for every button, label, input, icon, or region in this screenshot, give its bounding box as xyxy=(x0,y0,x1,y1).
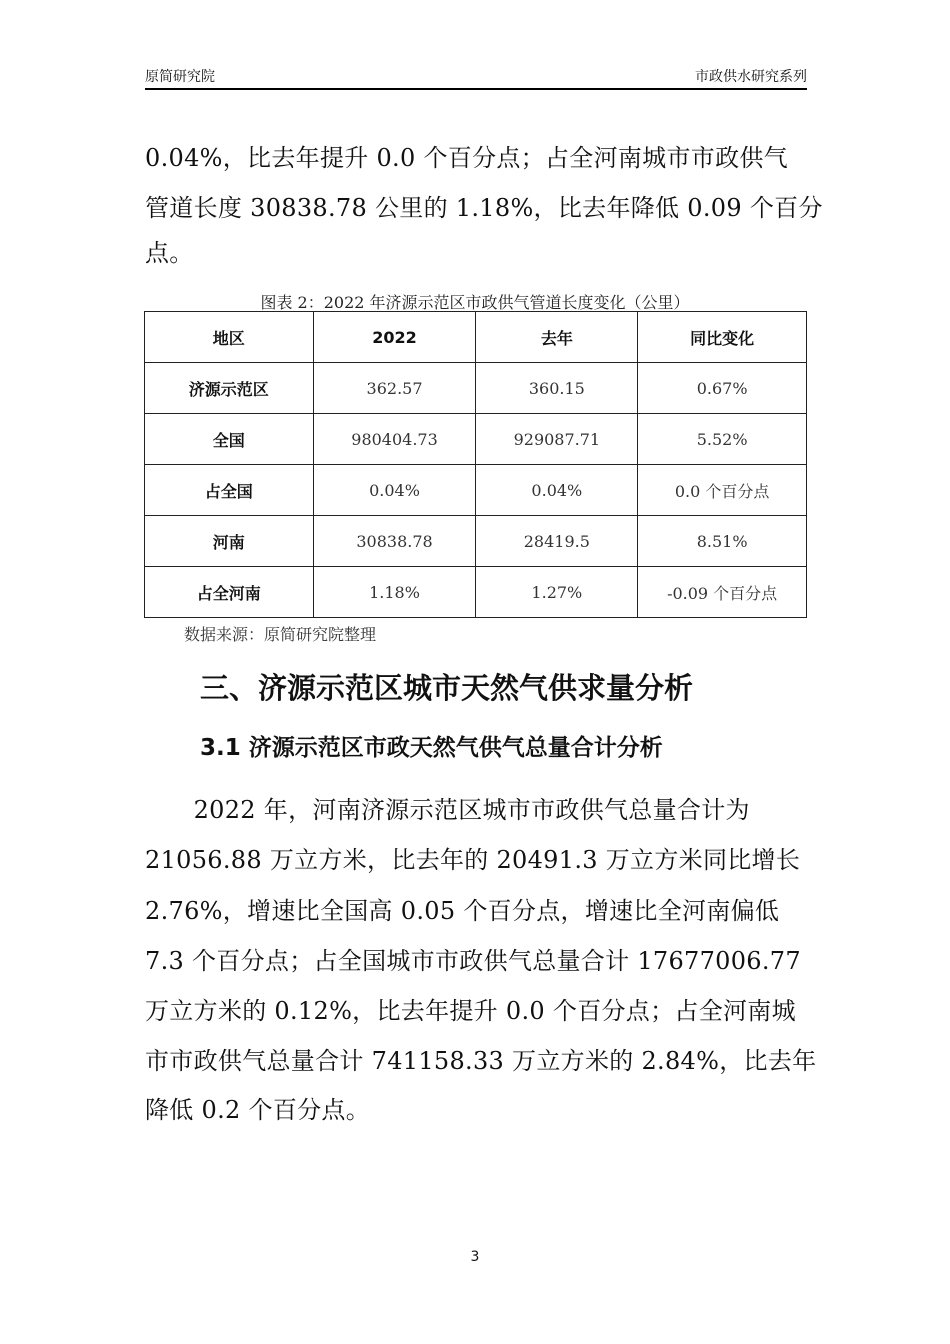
cell: 1.27% xyxy=(476,567,638,618)
header-cell: 去年 xyxy=(476,312,638,363)
row-label: 全国 xyxy=(145,414,314,465)
paragraph-line: 2022 年，河南济源示范区城市市政供气总量合计为 xyxy=(145,796,750,824)
cell: 0.0 个百分点 xyxy=(638,465,807,516)
cell: 362.57 xyxy=(313,363,476,414)
data-table xyxy=(144,311,807,618)
page-number: 3 xyxy=(470,1249,480,1265)
row-label: 济源示范区 xyxy=(145,363,314,414)
table-row xyxy=(145,516,807,567)
page-header xyxy=(145,66,807,90)
header-right: 市政供水研究系列 xyxy=(695,69,807,85)
cell: 0.04% xyxy=(313,465,476,516)
paragraph-line: 降低 0.2 个百分点。 xyxy=(145,1096,371,1124)
cell: 5.52% xyxy=(638,414,807,465)
paragraph-line: 万立方米的 0.12%，比去年提升 0.0 个百分点；占全河南城 xyxy=(145,997,796,1025)
cell: 1.18% xyxy=(313,567,476,618)
header-cell: 地区 xyxy=(145,312,314,363)
table-row xyxy=(145,465,807,516)
header-cell: 2022 xyxy=(313,312,476,363)
cell: 929087.71 xyxy=(476,414,638,465)
paragraph-line: 管道长度 30838.78 公里的 1.18%，比去年降低 0.09 个百分 xyxy=(145,194,823,222)
table-row xyxy=(145,363,807,414)
table-row xyxy=(145,567,807,618)
cell: 30838.78 xyxy=(313,516,476,567)
paragraph-line: 市市政供气总量合计 741158.33 万立方米的 2.84%，比去年 xyxy=(145,1047,817,1075)
cell: 360.15 xyxy=(476,363,638,414)
row-label: 占全河南 xyxy=(145,567,314,618)
table-caption: 图表 2：2022 年济源示范区市政供气管道长度变化（公里） xyxy=(260,293,690,312)
header-cell: 同比变化 xyxy=(638,312,807,363)
cell: -0.09 个百分点 xyxy=(638,567,807,618)
cell: 8.51% xyxy=(638,516,807,567)
header-left: 原简研究院 xyxy=(145,69,215,85)
table-header-row xyxy=(145,312,807,363)
section-title: 三、济源示范区城市天然气供求量分析 xyxy=(200,671,694,705)
cell: 28419.5 xyxy=(476,516,638,567)
paragraph-line: 7.3 个百分点；占全国城市市政供气总量合计 17677006.77 xyxy=(145,947,801,975)
paragraph-line: 21056.88 万立方米，比去年的 20491.3 万立方米同比增长 xyxy=(145,846,801,874)
cell: 0.67% xyxy=(638,363,807,414)
paragraph-line: 2.76%，增速比全国高 0.05 个百分点，增速比全河南偏低 xyxy=(145,897,780,925)
table-source: 数据来源：原简研究院整理 xyxy=(184,625,377,644)
row-label: 河南 xyxy=(145,516,314,567)
table-row xyxy=(145,414,807,465)
paragraph-line: 0.04%，比去年提升 0.0 个百分点；占全河南城市市政供气 xyxy=(145,144,788,172)
cell: 980404.73 xyxy=(313,414,476,465)
row-label: 占全国 xyxy=(145,465,314,516)
subsection-title: 3.1 济源示范区市政天然气供气总量合计分析 xyxy=(200,735,663,761)
paragraph-line: 点。 xyxy=(145,239,194,267)
cell: 0.04% xyxy=(476,465,638,516)
